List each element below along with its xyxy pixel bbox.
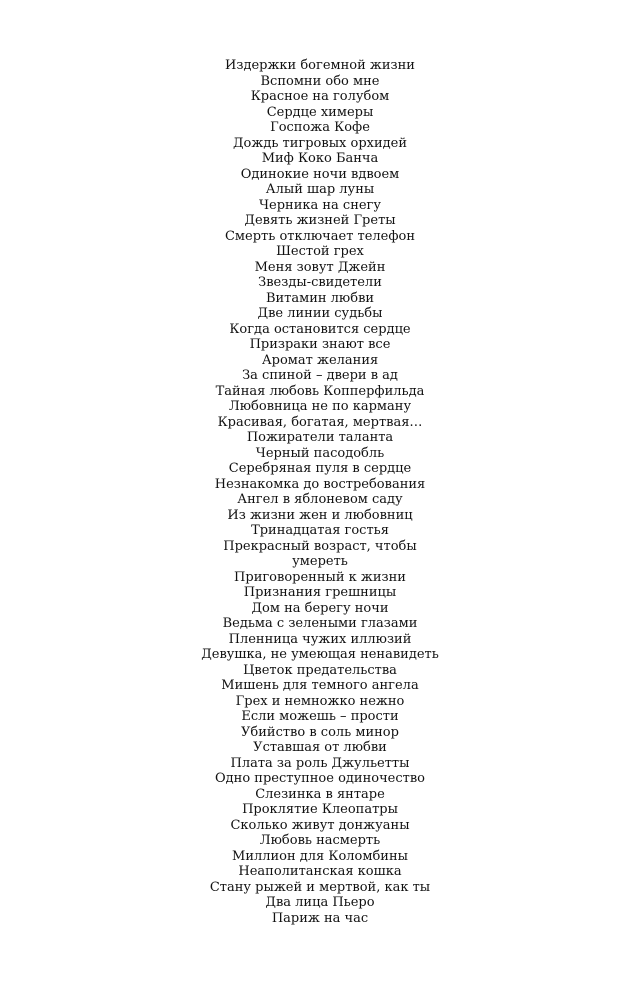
- book-title: Витамин любви: [265, 290, 375, 306]
- book-title: Признания грешницы: [243, 585, 397, 600]
- book-title: Одно преступное одиночество: [215, 771, 425, 786]
- book-title: Смерть отключает телефон: [224, 228, 416, 244]
- book-title: Грех и немножко нежно: [235, 693, 405, 709]
- book-title: Мишень для темного ангела: [221, 678, 419, 693]
- book-title: Из жизни жен и любовниц: [227, 507, 413, 523]
- book-title: Вспомни обо мне: [260, 73, 380, 89]
- book-title-list: [0, 58, 640, 926]
- book-title: Девушка, не умеющая ненавидеть: [201, 647, 439, 662]
- book-title: Тринадцатая гостья: [251, 523, 389, 538]
- book-title: Прекрасный возраст, чтобы: [223, 538, 417, 554]
- book-title: Госпожа Кофе: [270, 120, 370, 135]
- book-title: Если можешь – прости: [241, 709, 399, 724]
- book-title: Две линии судьбы: [257, 306, 383, 321]
- book-title: Миф Коко Банча: [261, 151, 379, 166]
- book-title: Алый шар луны: [265, 182, 375, 197]
- book-title: Девять жизней Греты: [244, 213, 396, 228]
- page: [0, 58, 640, 926]
- book-title: Любовь насмерть: [259, 833, 381, 848]
- book-title: Проклятие Клеопатры: [242, 802, 398, 817]
- book-title: Стану рыжей и мертвой, как ты: [209, 879, 431, 895]
- book-title: умереть: [292, 554, 348, 569]
- book-title: Призраки знают все: [249, 337, 391, 352]
- book-title: Уставшая от любви: [253, 740, 387, 755]
- book-title: Черный пасодобль: [255, 445, 385, 461]
- book-title: Красивая, богатая, мертвая…: [217, 414, 423, 430]
- book-title: Любовница не по карману: [228, 399, 412, 414]
- book-title: Серебряная пуля в сердце: [228, 461, 412, 476]
- book-title: Два лица Пьеро: [265, 895, 375, 910]
- book-title: Красное на голубом: [250, 89, 390, 104]
- book-title: Пожиратели таланта: [246, 430, 394, 445]
- book-title: Тайная любовь Копперфильда: [215, 383, 425, 399]
- book-title: Черника на снегу: [258, 197, 382, 213]
- book-title: Убийство в соль минор: [241, 724, 399, 740]
- book-title: Сколько живут донжуаны: [230, 817, 410, 833]
- book-title: Незнакомка до востребования: [214, 476, 426, 492]
- book-title: Ангел в яблоневом саду: [237, 492, 403, 507]
- book-title: Когда остановится сердце: [229, 321, 411, 337]
- book-title: Ведьма с зелеными глазами: [222, 616, 418, 631]
- book-title: Дождь тигровых орхидей: [232, 135, 408, 151]
- book-title: Цветок предательства: [243, 662, 397, 678]
- book-title: Плата за роль Джульетты: [230, 755, 410, 771]
- book-title: Неаполитанская кошка: [238, 864, 402, 879]
- book-title: За спиной – двери в ад: [242, 368, 398, 383]
- book-title: Меня зовут Джейн: [254, 259, 386, 275]
- book-title: Издержки богемной жизни: [225, 58, 415, 73]
- book-title: Одинокие ночи вдвоем: [240, 166, 400, 182]
- book-title: Приговоренный к жизни: [234, 569, 406, 585]
- book-title: Пленница чужих иллюзий: [228, 631, 412, 647]
- book-title: Сердце химеры: [266, 104, 374, 120]
- book-title: Париж на час: [271, 910, 369, 926]
- book-title: Аромат желания: [261, 352, 379, 368]
- book-title: Миллион для Коломбины: [232, 848, 408, 864]
- book-title: Звезды-свидетели: [258, 275, 382, 290]
- book-title: Слезинка в янтаре: [255, 786, 385, 802]
- book-title: Шестой грех: [276, 244, 364, 259]
- book-title: Дом на берегу ночи: [251, 600, 389, 616]
